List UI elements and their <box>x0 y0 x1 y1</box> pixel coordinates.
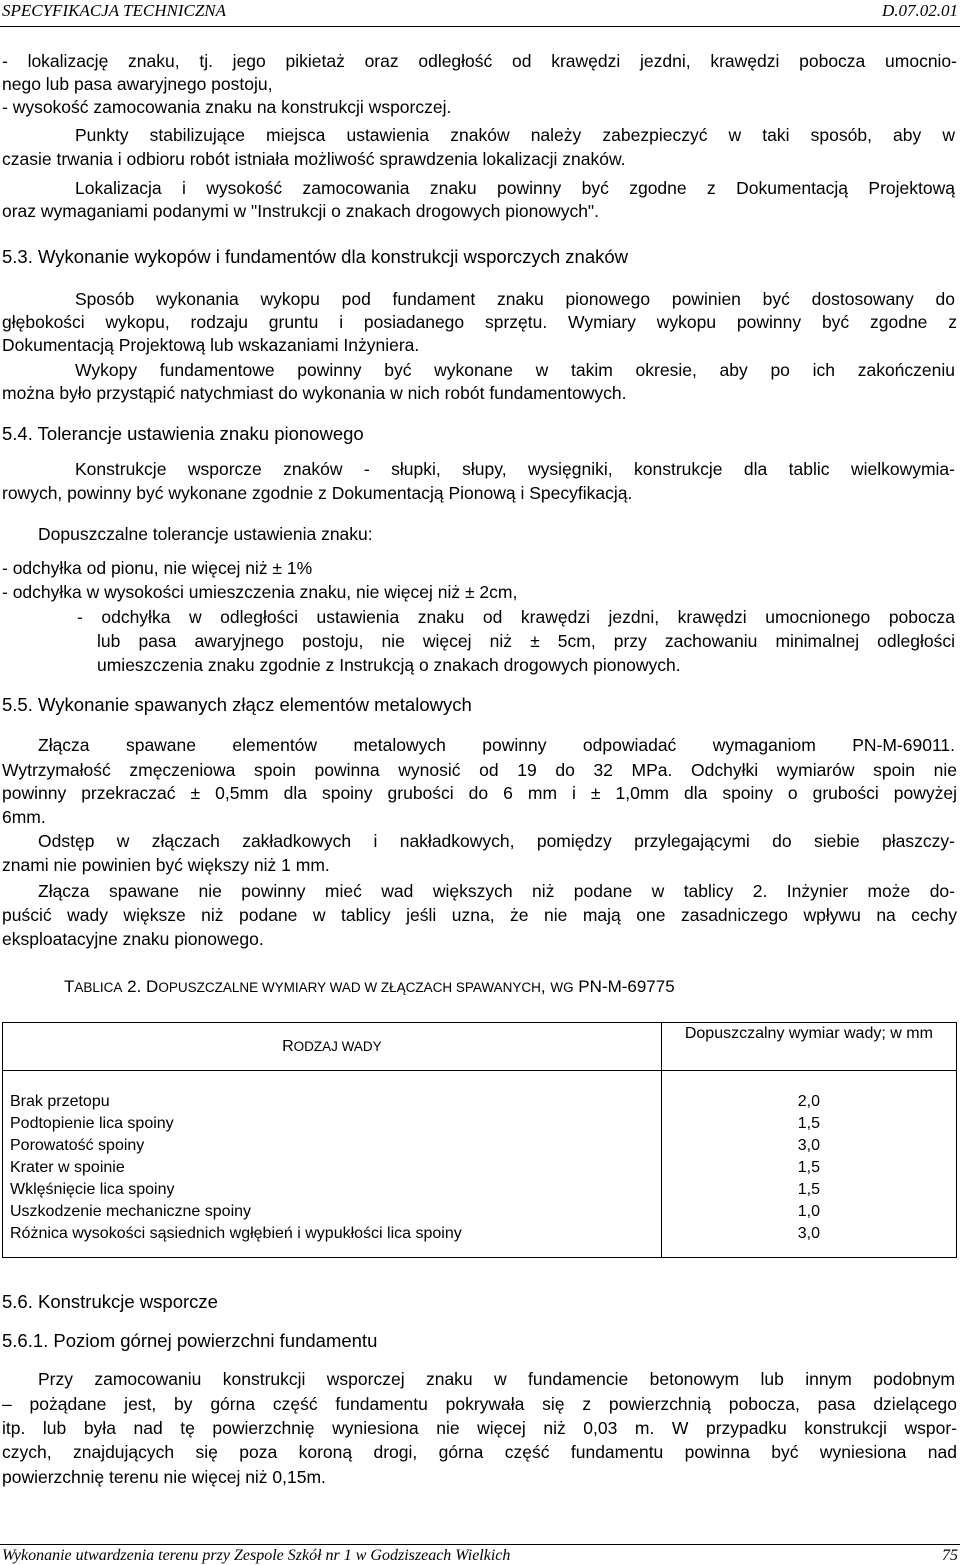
body-line: powinny przekraczać ± 0,5mm dla spoiny grubości do 6 mm i ± 1,0mm dla spoiny o grubości powyżej <box>2 783 957 803</box>
body-line: rowych, powinny być wykonane zgodnie z Dokumentacją Pionową i Specyfikacją. <box>2 483 633 503</box>
table-row: Wklęśnięcie lica spoiny <box>10 1181 175 1198</box>
body-line: Wykopy fundamentowe powinny być wykonane w takim okresie, aby po ich zakończeniu <box>75 360 955 380</box>
list-item: - odchyłka w odległości ustawienia znaku od krawędzi jezdni, krawędzi umocnionego pobocza <box>77 607 955 627</box>
table-row: Różnica wysokości sąsiednich wgłębień i wypukłości lica spoiny <box>10 1225 462 1242</box>
table-value: 1,5 <box>797 1115 820 1132</box>
body-line: czych, znajdujących się poza koroną drogi, górna część fundamentu powinna być wyniesiona nad <box>2 1442 957 1462</box>
table-row: Porowatość spoiny <box>10 1137 145 1154</box>
body-line: Dopuszczalne tolerancje ustawienia znaku: <box>38 524 373 544</box>
table-value: 3,0 <box>797 1137 820 1154</box>
list-item: - odchyłka w wysokości umieszczenia znaku, nie więcej niż ± 2cm, <box>2 582 518 602</box>
body-line: Wytrzymałość zmęczeniowa spoin powinna wynosić od 19 do 32 MPa. Odchyłki wymiarów spoin nie <box>2 760 957 780</box>
section-heading: 5.3. Wykonanie wykopów i fundamentów dla konstrukcji wsporczych znaków <box>2 246 629 267</box>
page-number: 75 <box>942 1547 958 1564</box>
spec-title: SPECYFIKACJA TECHNICZNA <box>2 1 227 20</box>
body-line: Przy zamocowaniu konstrukcji wsporczej znaku w fundamencie betonowym lub innym podobnym <box>38 1369 955 1389</box>
body-line: Dokumentacją Projektową lub wskazaniami Inżyniera. <box>2 335 420 355</box>
body-line: 6mm. <box>2 807 46 827</box>
body-line: Złącza spawane nie powinny mieć wad większych niż podane w tablicy 2. Inżynier może do- <box>38 881 955 901</box>
table-value: 1,5 <box>797 1159 820 1176</box>
list-item: lub pasa awaryjnego postoju, nie więcej niż ± 5cm, przy zachowaniu minimalnej odległości <box>97 631 955 651</box>
page-header <box>0 0 960 27</box>
section-heading: 5.5. Wykonanie spawanych złącz elementów metalowych <box>2 694 472 715</box>
body-line: Konstrukcje wsporcze znaków - słupki, słupy, wysięgniki, konstrukcje dla tablic wielkowymia- <box>75 459 955 479</box>
body-line: nego lub pasa awaryjnego postoju, <box>2 74 273 94</box>
table-row: Podtopienie lica spoiny <box>10 1115 174 1132</box>
column-header-defect-type: RODZAJ WADY <box>3 1023 662 1071</box>
body-line: Punkty stabilizujące miejsca ustawienia znaków należy zabezpieczyć w taki sposób, aby w <box>75 125 955 145</box>
defects-table <box>2 1022 957 1258</box>
defect-names-cell <box>3 1071 662 1258</box>
body-line: znami nie powinien być większy niż 1 mm. <box>2 855 330 875</box>
body-line: czasie trwania i odbioru robót istniała możliwość sprawdzenia lokalizacji znaków. <box>2 149 626 169</box>
body-line: itp. lub była nad tę powierzchnię wyniesiona nie więcej niż 0,03 m. W przypadku konstrukcji wspor- <box>2 1418 957 1438</box>
body-line: oraz wymaganiami podanymi w "Instrukcji o znakach drogowych pionowych". <box>2 201 599 221</box>
defect-values-cell <box>661 1071 956 1258</box>
footer-title: Wykonanie utwardzenia terenu przy Zespole Szkół nr 1 w Godziszeach Wielkich <box>2 1547 511 1564</box>
table-row: Krater w spoinie <box>10 1159 125 1176</box>
body-line: powierzchnię terenu nie więcej niż 0,15m. <box>2 1467 326 1487</box>
table-caption: TABLICA 2. DOPUSZCZALNE WYMIARY WAD W ZŁĄCZACH SPAWANYCH, WG PN-M-69775 <box>64 977 675 996</box>
body-line: puścić wady większe niż podane w tablicy jeśli uzna, że nie mają one zasadniczego wpływu na cechy <box>2 905 957 925</box>
table-value: 1,0 <box>797 1203 820 1220</box>
body-line: eksploatacyjne znaku pionowego. <box>2 929 264 949</box>
body-line: – pożądane jest, by górna część fundamentu pokrywała się z powierzchnią pobocza, pasa dzielącego <box>2 1394 957 1414</box>
table-row: Brak przetopu <box>10 1093 110 1110</box>
subsection-heading: 5.6.1. Poziom górnej powierzchni fundamentu <box>2 1330 378 1351</box>
section-heading: 5.4. Tolerancje ustawienia znaku pionowego <box>2 423 364 444</box>
column-header-allowed-size: Dopuszczalny wymiar wady; w mm <box>661 1023 956 1071</box>
body-line: - lokalizację znaku, tj. jego pikietaż oraz odległość od krawędzi jezdni, krawędzi pobocza umocnio- <box>2 51 957 71</box>
body-line: można było przystąpić natychmiast do wykonania w nich robót fundamentowych. <box>2 383 627 403</box>
body-line: Sposób wykonania wykopu pod fundament znaku pionowego powinien być dostosowany do <box>75 289 955 309</box>
table-row: Uszkodzenie mechaniczne spoiny <box>10 1203 252 1220</box>
spec-code: D.07.02.01 <box>881 1 958 20</box>
body-line: głębokości wykopu, rodzaju gruntu i posiadanego sprzętu. Wymiary wykopu powinny być zgodne z <box>2 312 957 332</box>
list-item: - odchyłka od pionu, nie więcej niż ± 1% <box>2 558 313 578</box>
table-value: 3,0 <box>797 1225 820 1242</box>
page-footer <box>0 1544 960 1565</box>
list-item: umieszczenia znaku zgodnie z Instrukcją o znakach drogowych pionowych. <box>97 655 681 675</box>
body-line: Odstęp w złączach zakładkowych i nakładkowych, pomiędzy przylegającymi do siebie płaszczy- <box>38 831 955 851</box>
table-value: 2,0 <box>797 1093 820 1110</box>
body-line: Złącza spawane elementów metalowych powinny odpowiadać wymaganiom PN-M-69011. <box>38 735 955 755</box>
section-heading: 5.6. Konstrukcje wsporcze <box>2 1291 218 1312</box>
table-value: 1,5 <box>797 1181 820 1198</box>
body-line: Lokalizacja i wysokość zamocowania znaku powinny być zgodne z Dokumentacją Projektową <box>75 178 955 198</box>
body-line: - wysokość zamocowania znaku na konstrukcji wsporczej. <box>2 97 452 117</box>
